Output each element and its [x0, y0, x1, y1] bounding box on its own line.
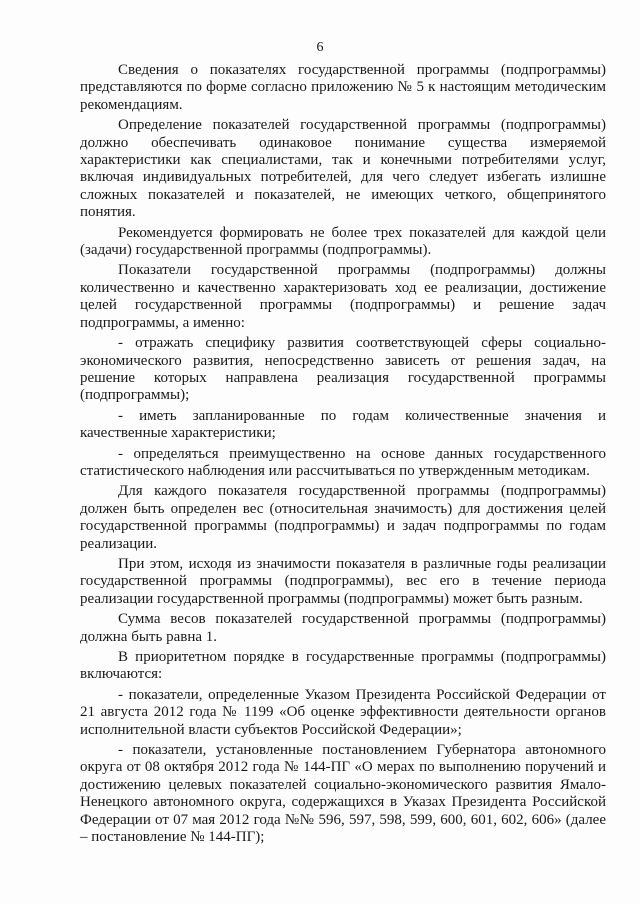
page-number: 6 [316, 40, 324, 55]
paragraph-weight-sum: Сумма весов показателей государственной программы (подпрограммы) должна быть равна 1. [80, 611, 606, 645]
list-item-statistics: - определяться преимущественно на основе данных государственного статистического наблюдения или рассчитываться по утвержденным методикам. [80, 445, 606, 479]
list-item-planned-values: - иметь запланированные по годам количественные значения и качественные характеристики; [80, 407, 606, 442]
list-item-decree-1199: - показатели, определенные Указом Президента Российской Федерации от 21 августа 2012 года № 1199 «Об оценке эффективности деятельности органов исполнительной власти субъектов Российской Федерации»; [80, 686, 606, 738]
document-body [80, 62, 606, 849]
paragraph-recommendation: Рекомендуется формировать не более трех показателей для каждой цели (задачи) государственной программы (подпрограммы). [80, 224, 606, 259]
list-item-resolution-144: - показатели, установленные постановлением Губернатора автономного округа от 08 октября 2012 года № 144-ПГ «О мерах по выполнению поручений и достижению целевых показателей социально-экономического развития Ямало-Ненецкого автономного округа, содержащихся в Указах Президента Российской Федерации от 07 мая 2012 года №№ 596, 597, 598, 599, 600, 601, 602, 606» (далее – постановление № 144-ПГ); [80, 742, 606, 846]
paragraph-weight: Для каждого показателя государственной программы (подпрограммы) должен быть определен вес (относительная значимость) для достижения целей государственной программы (подпрограммы) и задач подпрограммы по годам реализации. [80, 483, 606, 552]
paragraph-weight-variation: При этом, исходя из значимости показателя в различные годы реализации государственной программы (подпрограммы), вес его в течение периода реализации государственной программы (подпрограммы) может быть разным. [80, 555, 606, 607]
list-item-reflect: - отражать специфику развития соответствующей сферы социально-экономического развития, непосредственно зависеть от решения задач, на решение которых направлена реализация государственной программы (подпрограммы); [80, 335, 606, 404]
paragraph-definition: Определение показателей государственной программы (подпрограммы) должно обеспечивать одинаковое понимание существа измеряемой характеристики как специалистами, так и конечными потребителями услуг, включая индивидуальных потребителей, для чего следует избегать излишне сложных показателей и показателей, не имеющих четкого, общепринятого понятия. [80, 117, 606, 221]
paragraph-priority: В приоритетном порядке в государственные программы (подпрограммы) включаются: [80, 649, 606, 683]
paragraph-info-form: Сведения о показателях государственной программы (подпрограммы) представляются по форме согласно приложению № 5 к настоящим методическим рекомендациям. [80, 62, 606, 113]
paragraph-indicators: Показатели государственной программы (подпрограммы) должны количественно и качественно характеризовать ход ее реализации, достижение целей государственной программы (подпрограммы) и решение задач подпрограммы, а именно: [80, 262, 606, 331]
